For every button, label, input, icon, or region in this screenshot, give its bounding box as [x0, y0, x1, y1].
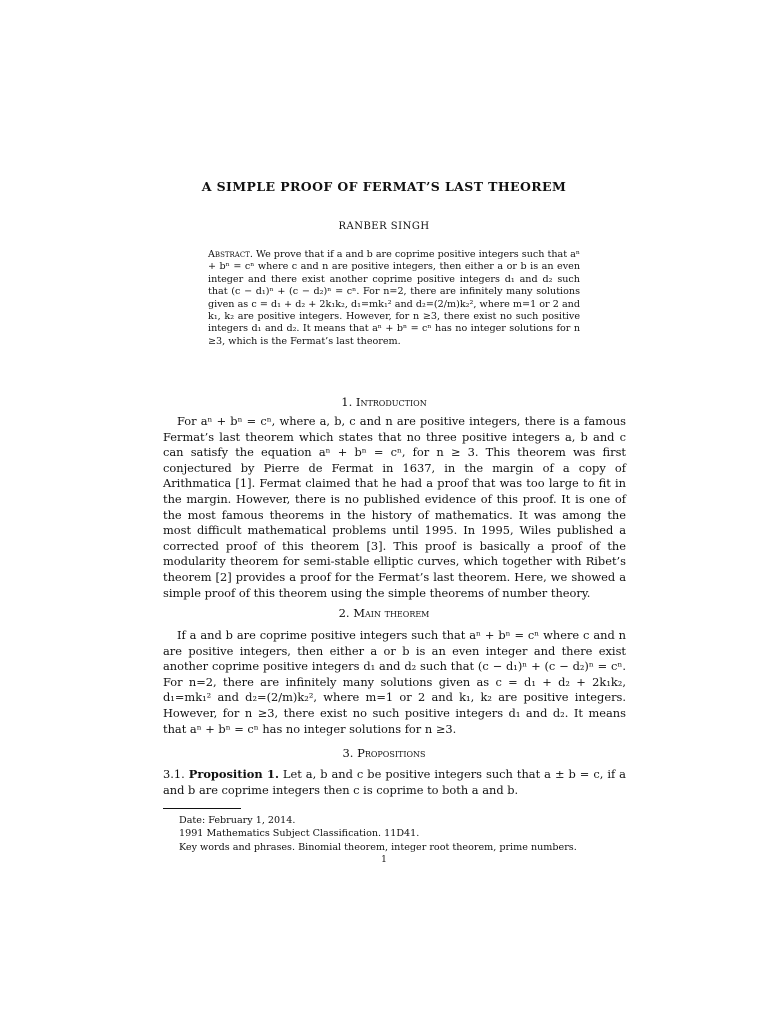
footnotes	[179, 814, 619, 854]
proposition-text: Let a, b and c be positive integers such that a ± b = c, if a and b are coprime integers then c is coprime to both a and b.	[163, 767, 626, 797]
proposition-label: Proposition 1.	[188, 767, 279, 781]
author-name: RANBER SINGH	[338, 221, 430, 232]
abstract-label: Abstract.	[208, 249, 253, 260]
proposition-number: 3.1.	[163, 767, 185, 781]
paper-title: A SIMPLE PROOF OF FERMAT’S LAST THEOREM	[201, 179, 567, 194]
section-heading-main-theorem: 2. Main theorem	[338, 606, 430, 620]
abstract	[208, 249, 580, 348]
main-theorem-text: If a and b are coprime positive integers such that aⁿ + bⁿ = cⁿ where c and n are positive integers, then either a or b is an even integer and there exist another coprime positive integers d₁ and d₂ such that (c − d₁)ⁿ + (c − d₂)ⁿ = cⁿ. For n=2, there are infinitely many solutions given as c = d₁ + d₂ + 2k₁k₂, d₁=mk₁² and d₂=(2/m)k₂², where m=1 or 2 and k₁, k₂ are positive integers. However, for n ≥3, there exist no such positive integers d₁ and d₂. It means that aⁿ + bⁿ = cⁿ has no integer solutions for n ≥3.	[163, 628, 626, 736]
footnote-date: Date: February 1, 2014.	[179, 815, 296, 826]
page-number: 1	[381, 855, 387, 865]
main-theorem-paragraph	[163, 628, 626, 737]
section-heading-introduction: 1. Introduction	[341, 395, 427, 409]
introduction-paragraph	[163, 414, 626, 601]
introduction-text: For aⁿ + bⁿ = cⁿ, where a, b, c and n are positive integers, there is a famous Fermat’s last theorem which states that no three positive integers a, b and c can satisfy the equation aⁿ + bⁿ = cⁿ, for n ≥ 3. This theorem was first conjectured by Pierre de Fermat in 1637, in the margin of a copy of Arithmatica [1]. Fermat claimed that he had a proof that was too large to fit in the margin. However, there is no published evidence of this proof. It is one of the most famous theorems in the history of mathematics. It was among the most difficult mathematical problems until 1995. In 1995, Wiles published a corrected proof of this theorem [3]. This proof is basically a proof of the modularity theorem for semi-stable elliptic curves, which together with Ribet’s theorem [2] provides a proof for the Fermat’s last theorem. Here, we showed a simple proof of this theorem using the simple theorems of number theory.	[163, 414, 626, 600]
abstract-text: We prove that if a and b are coprime positive integers such that aⁿ + bⁿ = cⁿ where c and n are positive integers, then either a or b is an even integer and there exist another coprime positive integers d₁ and d₂ such that (c − d₁)ⁿ + (c − d₂)ⁿ = cⁿ. For n=2, there are infinitely many solutions given as c = d₁ + d₂ + 2k₁k₂, d₁=mk₁² and d₂=(2/m)k₂², where m=1 or 2 and k₁, k₂ are positive integers. However, for n ≥3, there exist no such positive integers d₁ and d₂. It means that aⁿ + bⁿ = cⁿ has no integer solutions for n ≥3, which is the Fermat’s last theorem.	[208, 249, 581, 347]
footnote-classification: 1991 Mathematics Subject Classification. 11D41.	[179, 828, 420, 840]
section-heading-propositions: 3. Propositions	[342, 746, 426, 760]
footnote-rule	[163, 808, 241, 809]
footnote-keywords: Key words and phrases. Binomial theorem, integer root theorem, prime numbers.	[179, 841, 577, 853]
proposition-paragraph	[163, 767, 626, 798]
